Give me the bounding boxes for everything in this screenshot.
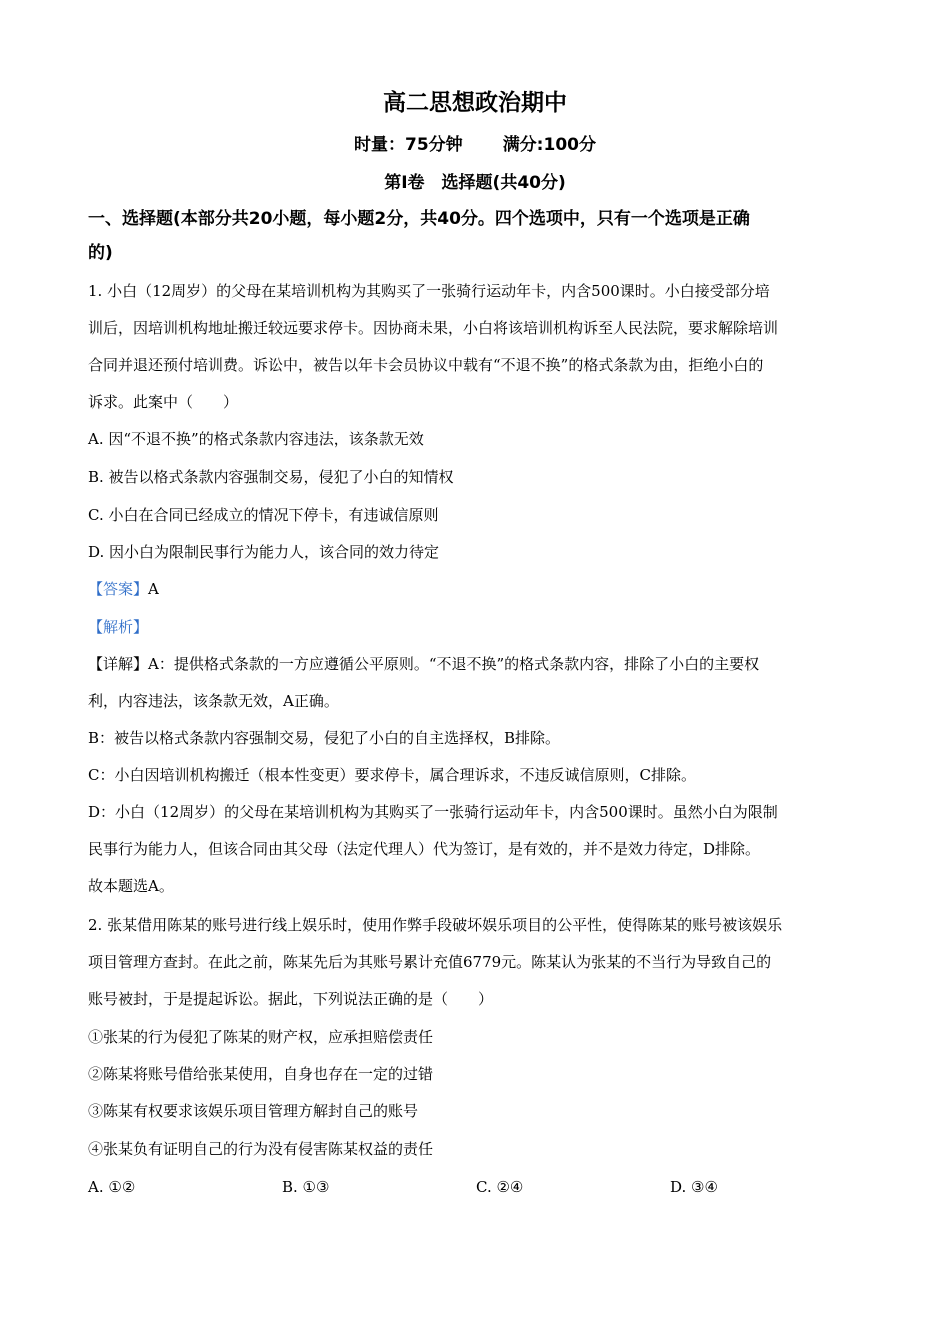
section-heading-line: 的)	[88, 243, 113, 263]
q1-detail-line: 故本题选A。	[88, 877, 174, 895]
q1-detail-line: 【详解】A：提供格式条款的一方应遵循公平原则。“不退不换”的格式条款内容，排除了小白的主要权	[88, 655, 760, 673]
q1-stem-line: 合同并退还预付培训费。诉讼中，被告以年卡会员协议中载有“不退不换”的格式条款为由，拒绝小白的	[88, 356, 764, 374]
answer-value: A	[148, 580, 159, 598]
q2-stem-line: 2. 张某借用陈某的账号进行线上娱乐时，使用作弊手段破坏娱乐项目的公平性，使得陈某的账号被该娱乐	[88, 916, 783, 934]
q2-statement: ②陈某将账号借给张某使用，自身也存在一定的过错	[88, 1065, 434, 1083]
q2-statement: ①张某的行为侵犯了陈某的财产权，应承担赔偿责任	[88, 1028, 434, 1046]
q1-stem-line: 训后，因培训机构地址搬迁较远要求停卡。因协商未果，小白将该培训机构诉至人民法院，要求解除培训	[88, 319, 779, 337]
q1-option-d: D. 因小白为限制民事行为能力人，该合同的效力待定	[88, 543, 440, 561]
section-heading-line: 一、选择题(本部分共20小题，每小题2分，共40分。四个选项中，只有一个选项是正确	[88, 209, 750, 229]
q1-option-c: C. 小白在合同已经成立的情况下停卡，有违诚信原则	[88, 506, 439, 524]
q2-statement: ③陈某有权要求该娱乐项目管理方解封自己的账号	[88, 1102, 419, 1120]
q1-analysis-tag	[88, 616, 868, 638]
exam-time: 时量：75分钟	[354, 135, 463, 155]
section-heading	[88, 202, 864, 270]
q2-option-d: D. ③④	[670, 1178, 718, 1196]
answer-tag: 【答案】	[88, 580, 149, 598]
q1-detail-line: 利，内容违法，该条款无效，A正确。	[88, 692, 339, 710]
page-title: 高二思想政治期中	[383, 90, 567, 116]
q1-stem-line: 诉求。此案中（ ）	[88, 393, 239, 411]
analysis-tag: 【解析】	[88, 618, 149, 636]
q1-detail-line: 民事行为能力人，但该合同由其父母（法定代理人）代为签订，是有效的，并不是效力待定，D排除。	[88, 840, 761, 858]
q2-stem-line: 账号被封，于是提起诉讼。据此，下列说法正确的是（ ）	[88, 990, 494, 1008]
exam-score: 满分:100分	[502, 135, 596, 155]
q1-answer	[88, 578, 868, 600]
q2-stem-line: 项目管理方查封。在此之前，陈某先后为其账号累计充值6779元。陈某认为张某的不当行为导致自己的	[88, 953, 772, 971]
q1-option-a: A. 因“不退不换”的格式条款内容违法，该条款无效	[88, 430, 424, 448]
q1-detail-line: C：小白因培训机构搬迁（根本性变更）要求停卡，属合理诉求，不违反诚信原则，C排除。	[88, 766, 696, 784]
q2-options	[88, 1176, 868, 1198]
volume-heading: 第Ⅰ卷 选择题(共40分)	[384, 173, 566, 193]
q1-option-b: B. 被告以格式条款内容强制交易，侵犯了小白的知情权	[88, 468, 454, 486]
q2-option-c: C. ②④	[476, 1178, 524, 1196]
q1-detail-line: D：小白（12周岁）的父母在某培训机构为其购买了一张骑行运动年卡，内含500课时。虽然小白为限制	[88, 803, 778, 821]
q1-stem-line: 1. 小白（12周岁）的父母在某培训机构为其购买了一张骑行运动年卡，内含500课时。小白接受部分培	[88, 282, 770, 300]
q2-option-b: B. ①③	[282, 1178, 330, 1196]
exam-meta	[0, 130, 950, 155]
q1-detail-line: B：被告以格式条款内容强制交易，侵犯了小白的自主选择权，B排除。	[88, 729, 561, 747]
q2-option-a: A. ①②	[88, 1178, 136, 1196]
q2-statement: ④张某负有证明自己的行为没有侵害陈某权益的责任	[88, 1140, 434, 1158]
